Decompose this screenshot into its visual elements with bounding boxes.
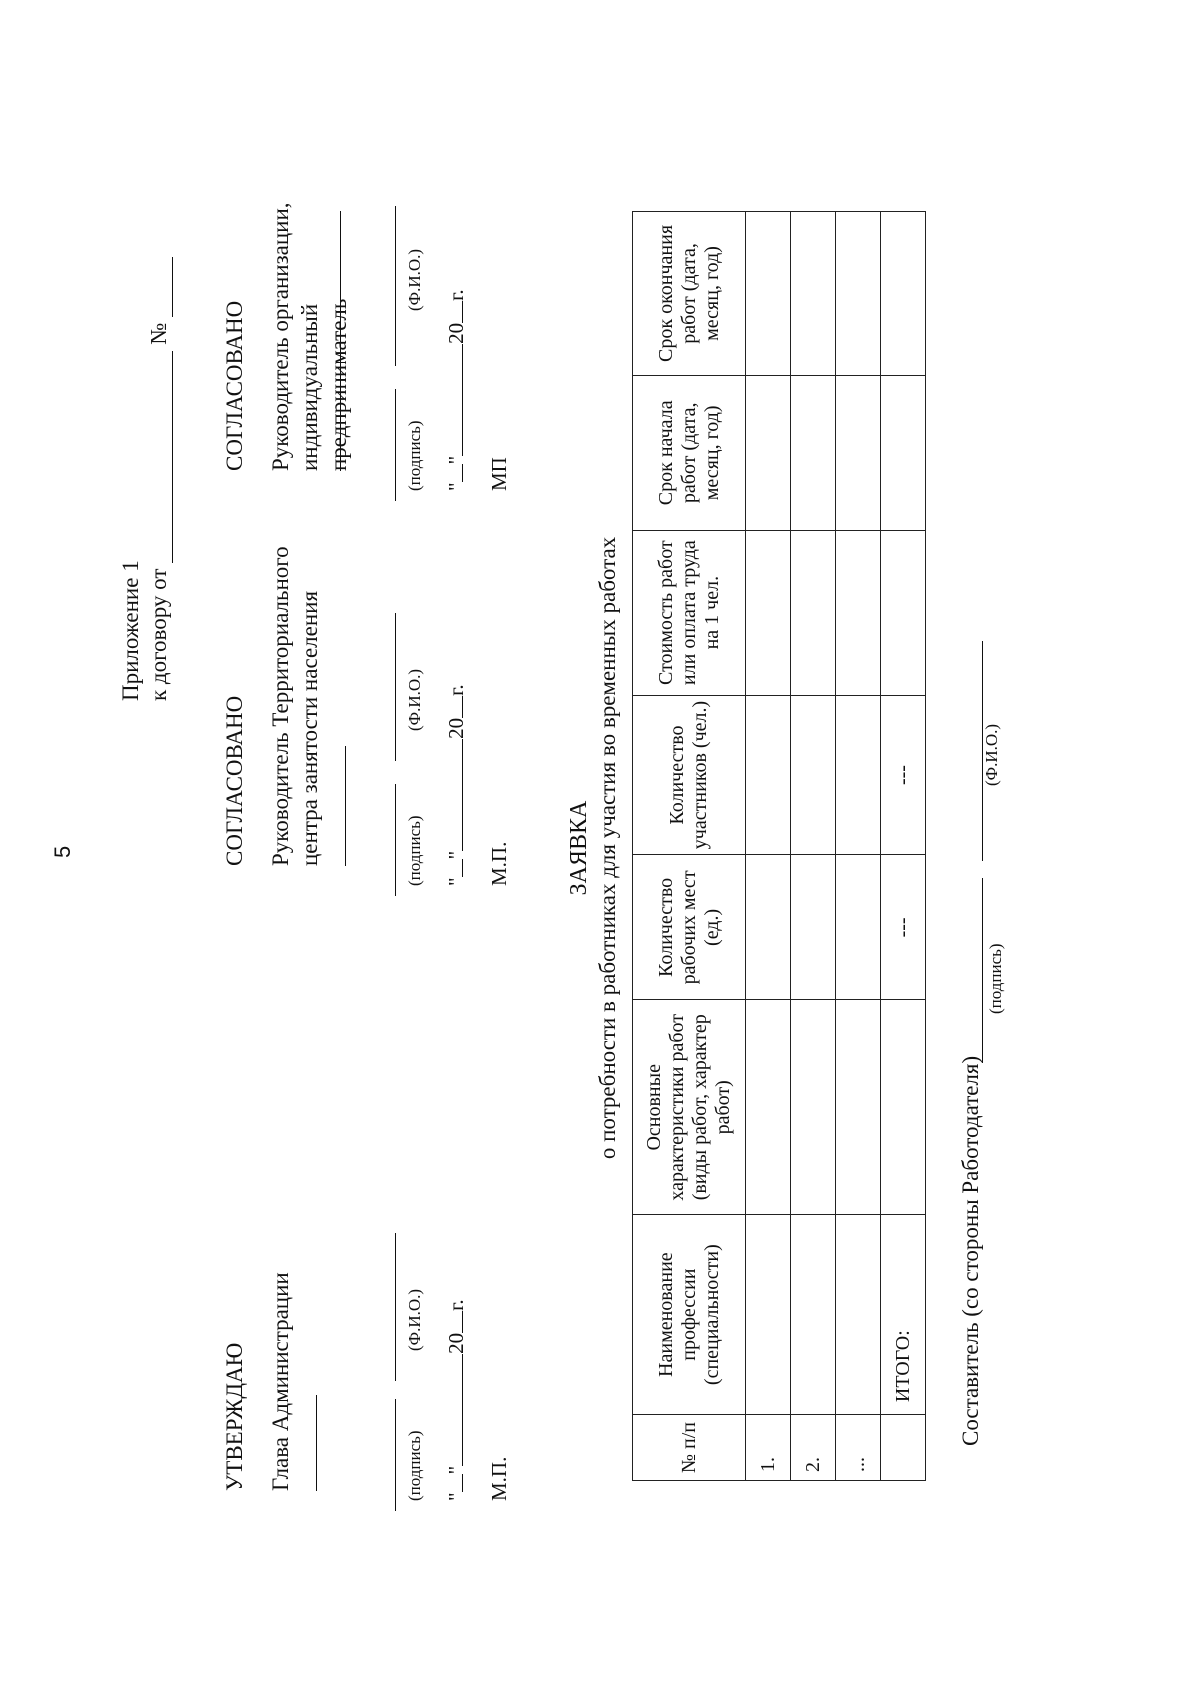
table-cell (746, 375, 791, 530)
table-header-row (633, 212, 746, 1481)
table-cell (836, 530, 881, 695)
table-cell (836, 855, 881, 1000)
header-work-characteristics: Основные характеристики работ (виды работ, характер работ) (633, 1000, 746, 1215)
composer-signature-line (982, 878, 983, 1063)
approval-stamp: М.П. (487, 1456, 511, 1501)
total-number-cell (881, 1415, 926, 1481)
approval-signature-line (395, 1399, 396, 1511)
table-cell (836, 375, 881, 530)
table-cell (836, 695, 881, 855)
table-row (746, 212, 791, 1481)
agreement-employer-blank-line (340, 211, 341, 471)
agreement-employment-fio-line (395, 613, 396, 761)
agreement-employment-blank (325, 746, 346, 866)
header-workplaces: Количество рабочих мест (ед.) (633, 855, 746, 1000)
table-cell (791, 212, 836, 376)
agreement-employer-signature-label: (подпись) (405, 420, 424, 491)
approval-signature-label: (подпись) (405, 1430, 424, 1501)
total-characteristics-cell (881, 1000, 926, 1215)
table-cell (836, 212, 881, 376)
agreement-employment-signature-label: (подпись) (405, 815, 424, 886)
approval-fio-label: (Ф.И.О.) (405, 1288, 424, 1351)
table-cell (791, 530, 836, 695)
form-title: ЗАЯВКА (566, 800, 592, 896)
total-participants: --- (881, 695, 926, 855)
agreement-employer-fio-line (395, 206, 396, 366)
approval-position-blank (296, 1395, 317, 1491)
total-label: ИТОГО: (881, 1215, 926, 1415)
agreement-employer-signature-line (395, 389, 396, 501)
table-cell (746, 855, 791, 1000)
appendix-contract-line (145, 251, 173, 701)
table-cell (791, 695, 836, 855)
appendix-reference (117, 251, 173, 701)
table-cell (791, 1000, 836, 1215)
header-participants: Количество участников (чел.) (633, 695, 746, 855)
header-end-date: Срок окончания работ (дата, месяц, год) (633, 212, 746, 376)
contract-number-blank (150, 257, 173, 317)
table-cell (791, 375, 836, 530)
contract-date-blank (150, 351, 173, 563)
agreement-employment-fio-label: (Ф.И.О.) (405, 668, 424, 731)
approval-position: Глава Администрации (266, 1256, 324, 1491)
composer-label: Составитель (со стороны Работодателя) (958, 1055, 983, 1446)
appendix-title: Приложение 1 (118, 560, 143, 701)
agreement-employment-signature-line (395, 784, 396, 896)
header-cost: Стоимость работ или оплата труда на 1 чел. (633, 530, 746, 695)
agreement-employment-date-line: ""20г. (444, 684, 468, 886)
table-cell (746, 530, 791, 695)
appendix-contract-label: к договору от (146, 568, 171, 701)
composer-signature-label: (подпись) (986, 943, 1005, 1014)
workers-demand-table (632, 211, 926, 1481)
table-cell (836, 1215, 881, 1415)
agreement-employer-fio-label: (Ф.И.О.) (405, 248, 424, 311)
page-number: 5 (50, 845, 75, 858)
form-subtitle: о потребности в работниках для участия во временных работах (595, 536, 620, 1160)
row-number: 1. (746, 1415, 791, 1481)
agreement-employment-stamp: М.П. (487, 841, 511, 886)
composer-fio-label: (Ф.И.О.) (982, 723, 1001, 786)
agreement-employment-position: Руководитель Территориального центра занятости населения (266, 486, 353, 866)
number-sign: № (146, 322, 171, 345)
table-row (791, 212, 836, 1481)
table-cell (836, 1000, 881, 1215)
table-cell (746, 212, 791, 376)
table-cell (746, 1000, 791, 1215)
table-cell (746, 1215, 791, 1415)
total-workplaces: --- (881, 855, 926, 1000)
total-start-cell (881, 375, 926, 530)
header-start-date: Срок начала работ (дата, месяц, год) (633, 375, 746, 530)
total-cost-cell (881, 530, 926, 695)
agreement-employer-position: Руководитель организации, индивидуальный предприниматель (268, 202, 351, 471)
approval-fio-line (395, 1233, 396, 1381)
table-total-row (881, 212, 926, 1481)
table-cell (791, 1215, 836, 1415)
header-profession: Наименование профессии (специальности) (633, 1215, 746, 1415)
agreement-employer-date-line: ""20г. (444, 289, 468, 491)
approval-title: УТВЕРЖДАЮ (222, 1342, 247, 1491)
table-cell (746, 695, 791, 855)
table-row (836, 212, 881, 1481)
table-cell (791, 855, 836, 1000)
agreement-employer-title: СОГЛАСОВАНО (222, 300, 247, 471)
row-number: ... (836, 1415, 881, 1481)
header-number: № п/п (633, 1415, 746, 1481)
agreement-employer-stamp: МП (487, 457, 511, 491)
agreement-employment-title: СОГЛАСОВАНО (222, 695, 247, 866)
total-end-cell (881, 212, 926, 376)
row-number: 2. (791, 1415, 836, 1481)
approval-date-line: ""20г. (444, 1299, 468, 1501)
